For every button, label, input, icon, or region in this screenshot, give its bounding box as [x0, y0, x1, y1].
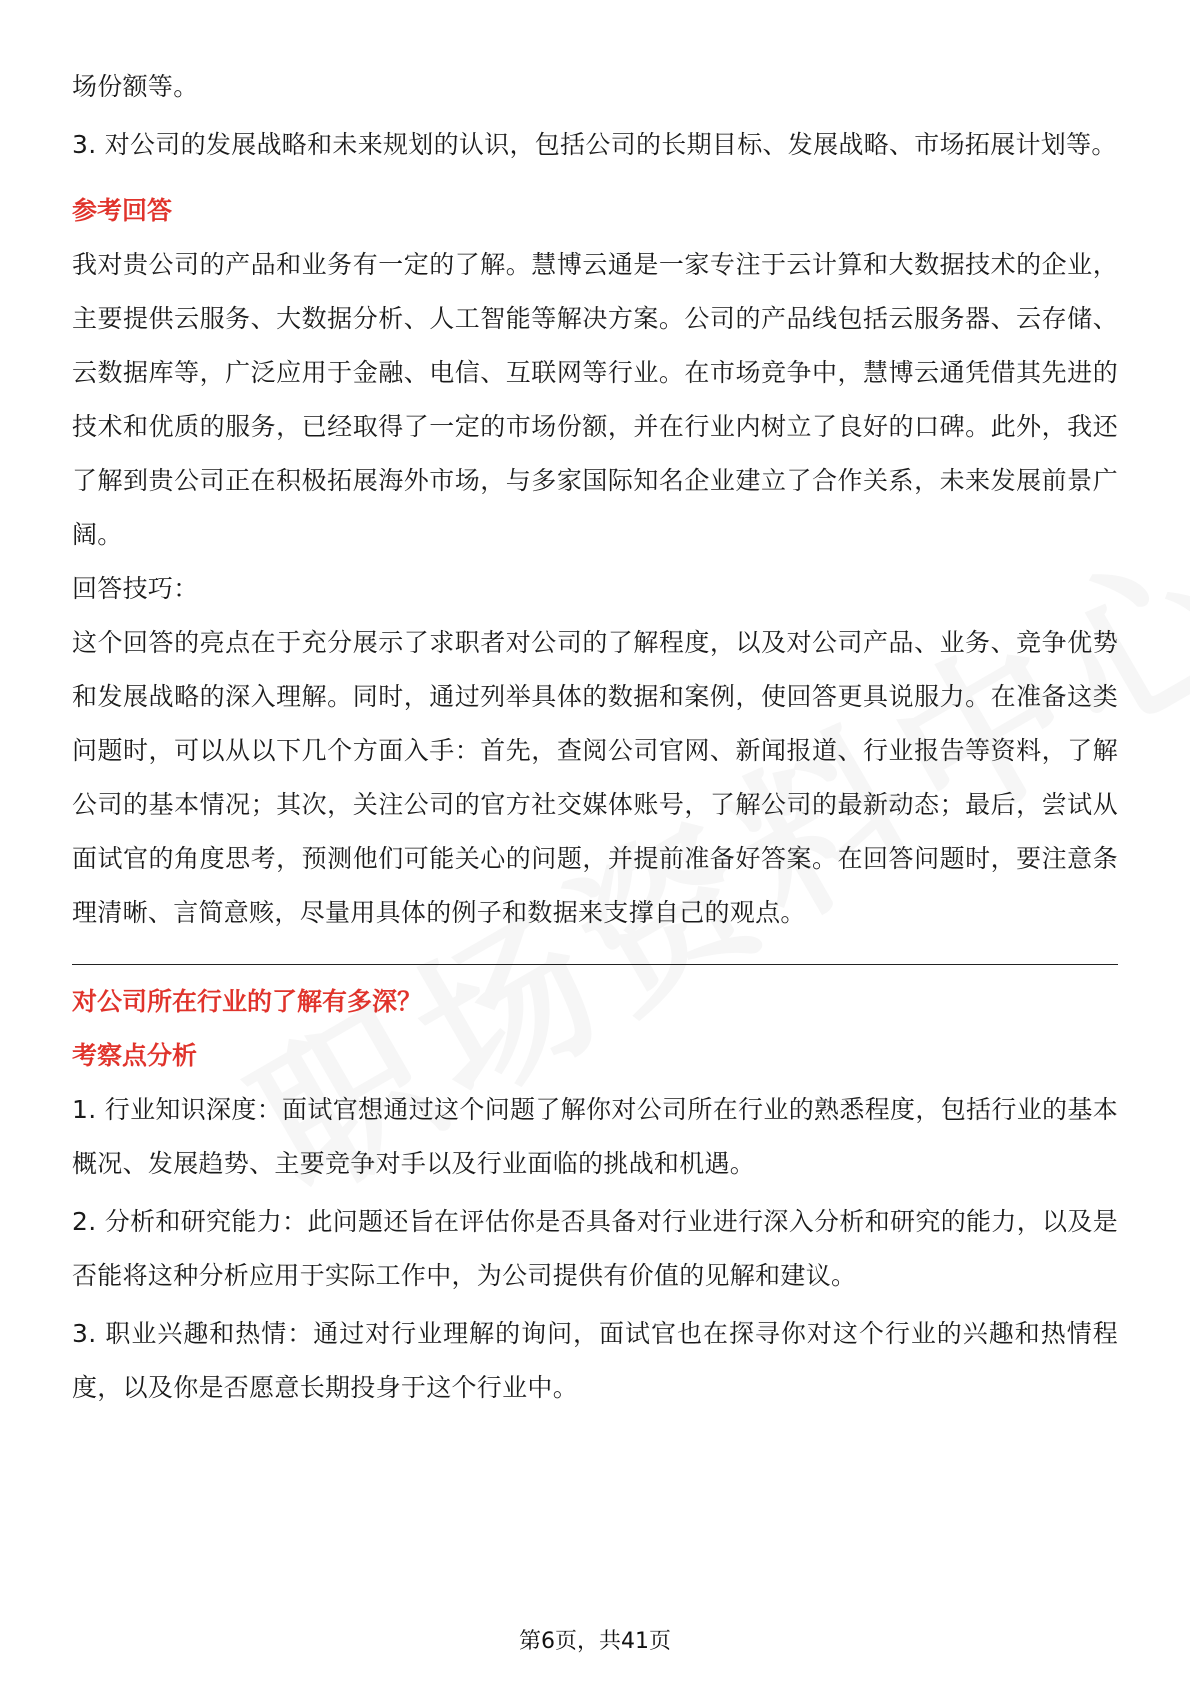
document-page [72, 60, 1118, 1415]
section-divider [72, 964, 1118, 965]
analysis-item-3: 3. 职业兴趣和热情：通过对行业理解的询问，面试官也在探寻你对这个行业的兴趣和热情程度，以及你是否愿意长期投身于这个行业中。 [72, 1319, 1118, 1402]
analysis-item-1: 1. 行业知识深度：面试官想通过这个问题了解你对公司所在行业的熟悉程度，包括行业的基本概况、发展趋势、主要竞争对手以及行业面临的挑战和机遇。 [72, 1095, 1118, 1178]
analysis-item-2: 2. 分析和研究能力：此问题还旨在评估你是否具备对行业进行深入分析和研究的能力，以及是否能将这种分析应用于实际工作中，为公司提供有价值的见解和建议。 [72, 1207, 1118, 1290]
page-number: 第6页，共41页 [519, 1629, 671, 1654]
reference-answer-heading: 参考回答 [72, 196, 173, 225]
continued-text: 场份额等。 [72, 72, 199, 101]
answer-tips-label: 回答技巧： [72, 574, 199, 603]
list-item-3: 3. 对公司的发展战略和未来规划的认识，包括公司的长期目标、发展战略、市场拓展计划等。 [72, 130, 1117, 159]
analysis-heading: 考察点分析 [72, 1041, 198, 1070]
question-title: 对公司所在行业的了解有多深？ [72, 987, 423, 1016]
reference-answer-text: 我对贵公司的产品和业务有一定的了解。慧博云通是一家专注于云计算和大数据技术的企业，主要提供云服务、大数据分析、人工智能等解决方案。公司的产品线包括云服务器、云存储、云数据库等，广泛应用于金融、电信、互联网等行业。在市场竞争中，慧博云通凭借其先进的技术和优质的服务，已经取得了一定的市场份额，并在行业内树立了良好的口碑。此外，我还了解到贵公司正在积极拓展海外市场，与多家国际知名企业建立了合作关系，未来发展前景广阔。 [72, 250, 1118, 549]
answer-tips-text: 这个回答的亮点在于充分展示了求职者对公司的了解程度，以及对公司产品、业务、竞争优势和发展战略的深入理解。同时，通过列举具体的数据和案例，使回答更具说服力。在准备这类问题时，可以从以下几个方面入手：首先，查阅公司官网、新闻报道、行业报告等资料，了解公司的基本情况；其次，关注公司的官方社交媒体账号，了解公司的最新动态；最后，尝试从面试官的角度思考，预测他们可能关心的问题，并提前准备好答案。在回答问题时，要注意条理清晰、言简意赅，尽量用具体的例子和数据来支撑自己的观点。 [72, 628, 1118, 927]
